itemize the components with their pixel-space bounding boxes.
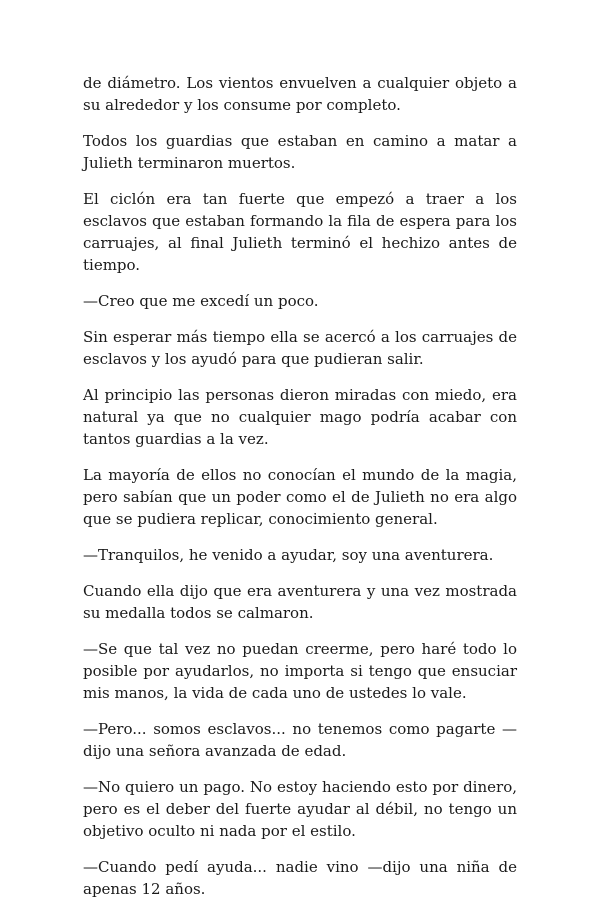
paragraph: Cuando ella dijo que era aventurera y una vez mostrada su medalla todos se calmaron. [83, 582, 517, 622]
paragraph: —Pero... somos esclavos... no tenemos como pagarte —dijo una señora avanzada de edad. [83, 720, 517, 760]
paragraph: —Se que tal vez no puedan creerme, pero haré todo lo posible por ayudarlos, no importa si tengo que ensuciar mis manos, la vida de cada uno de ustedes lo vale. [83, 640, 517, 702]
paragraph: —Creo que me excedí un poco. [83, 292, 319, 310]
paragraph: —No quiero un pago. No estoy haciendo esto por dinero, pero es el deber del fuerte ayudar al débil, no tengo un objetivo oculto ni nada por el estilo. [83, 778, 517, 840]
paragraph: de diámetro. Los vientos envuelven a cualquier objeto a su alrededor y los consume por completo. [83, 74, 517, 114]
paragraph: El ciclón era tan fuerte que empezó a traer a los esclavos que estaban formando la fila de espera para los carruajes, al final Julieth terminó el hechizo antes de tiempo. [83, 190, 517, 274]
paragraph: —Tranquilos, he venido a ayudar, soy una aventurera. [83, 546, 494, 564]
paragraph: —Cuando pedí ayuda... nadie vino —dijo una niña de apenas 12 años. [83, 858, 517, 898]
paragraph: Todos los guardias que estaban en camino a matar a Julieth terminaron muertos. [83, 132, 517, 172]
paragraph: Sin esperar más tiempo ella se acercó a los carruajes de esclavos y los ayudó para que pudieran salir. [83, 328, 517, 368]
paragraph: Al principio las personas dieron miradas con miedo, era natural ya que no cualquier mago podría acabar con tantos guardias a la vez. [83, 386, 517, 448]
paragraph: La mayoría de ellos no conocían el mundo de la magia, pero sabían que un poder como el de Julieth no era algo que se pudiera replicar, conocimiento general. [83, 466, 517, 528]
body-text [83, 72, 517, 914]
